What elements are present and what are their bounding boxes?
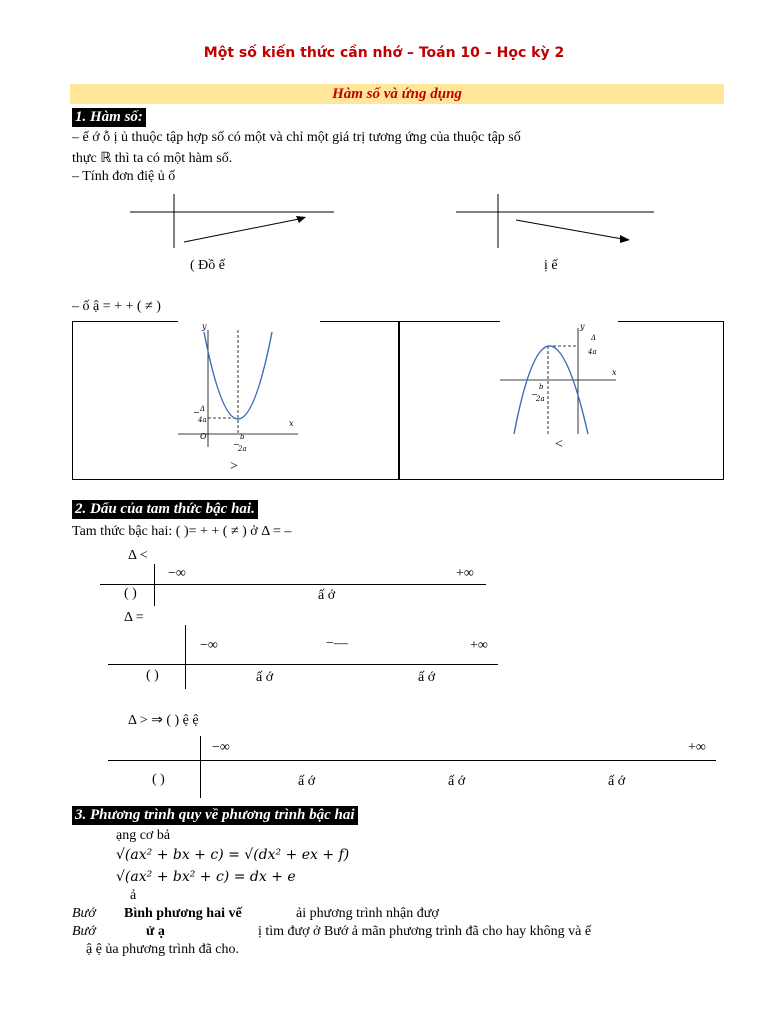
case-1-sign: ấ ớ: [318, 588, 336, 603]
trinomial-intro: Tam thức bậc hai: ( )= + + ( ≠ ) ở Δ = –: [72, 524, 292, 539]
case-3-condition: Δ > ⇒ ( ) ệ ệ: [128, 713, 199, 728]
case-3-sign-2: ấ ớ: [448, 774, 466, 789]
upward-condition: >: [230, 459, 238, 474]
increasing-function-diagram: [128, 192, 338, 252]
case-1-fx: ( ): [124, 586, 137, 601]
step-1-rest: ải phương trình nhận đượ: [296, 906, 439, 921]
case-2-double-root: −—: [326, 636, 348, 651]
step-2-action: ử ạ: [146, 924, 165, 939]
case-3-plus-infinity: +∞: [688, 740, 706, 755]
method-subheading: ả: [130, 888, 137, 903]
case-1-minus-infinity: −∞: [168, 566, 186, 581]
step-2-line-2: ậ ệ ủa phương trình đã cho.: [86, 942, 240, 957]
upward-y-label: y: [202, 322, 207, 331]
section-1-line-1: – ế ớ ỗ ị ủ thuộc tập hợp số có một và chỉ một giá trị tương ứng của thuộc tập số: [72, 130, 521, 145]
downward-y-label: y: [580, 322, 585, 331]
decreasing-function-diagram: [454, 192, 664, 252]
upward-origin-label: O: [200, 432, 207, 441]
section-1-line-2: thực ℝ thì ta có một hàm số.: [72, 151, 233, 166]
downward-x-label: x: [612, 368, 617, 377]
case-3-sign-3: ấ ớ: [608, 774, 626, 789]
case-1-hline: [100, 584, 486, 585]
case-3-fx: ( ): [152, 772, 165, 787]
upward-b-num: b: [240, 433, 245, 441]
case-2-hline: [108, 664, 498, 665]
case-3-sign-1: ấ ớ: [298, 774, 316, 789]
case-1-condition: Δ <: [128, 548, 148, 563]
section-1-heading: 1. Hàm số:: [72, 108, 146, 127]
upward-b-den: 2a: [238, 445, 247, 453]
step-1-action: Bình phương hai vế: [124, 906, 242, 921]
basic-forms-subheading: ạng cơ bả: [116, 828, 171, 843]
section-1-line-3: – Tính đơn điệ ủ ố: [72, 169, 176, 184]
upward-delta-minus: −: [193, 408, 200, 417]
case-2-minus-infinity: −∞: [200, 638, 218, 653]
case-2-vline: [185, 625, 186, 689]
case-2-plus-infinity: +∞: [470, 638, 488, 653]
case-2-condition: Δ =: [124, 610, 144, 625]
equation-1: √(ax² + bx + c) = √(dx² + ex + f): [116, 847, 350, 863]
upward-delta-den: 4a: [198, 416, 207, 424]
case-2-sign-left: ấ ớ: [256, 670, 274, 685]
caption-decreasing: ị ế: [544, 258, 558, 273]
section-2-heading: 2. Dấu của tam thức bậc hai.: [72, 500, 258, 519]
case-2-sign-right: ấ ớ: [418, 670, 436, 685]
downward-condition: <: [555, 437, 563, 452]
equation-2: √(ax² + bx² + c) = dx + e: [116, 869, 296, 885]
downward-delta-num: Δ: [591, 334, 597, 342]
downward-b-num: b: [539, 383, 544, 391]
caption-increasing: ( Đồ ế: [190, 258, 225, 273]
step-2-label: Bướ: [72, 924, 96, 939]
downward-delta-den: 4a: [588, 348, 597, 356]
case-1-plus-infinity: +∞: [456, 566, 474, 581]
page-title: Một số kiến thức cần nhớ – Toán 10 – Học kỳ 2: [203, 45, 565, 61]
upward-x-label: x: [289, 419, 294, 428]
upward-delta-num: Δ: [200, 405, 206, 413]
step-2-rest: ị tìm đượ ở Bướ ả mãn phương trình đã cho hay không và ế: [258, 924, 592, 939]
downward-b-minus: −: [531, 390, 538, 399]
step-1-label: Bướ: [72, 906, 96, 921]
parabola-upward: [178, 322, 318, 462]
case-3-vline: [200, 736, 201, 798]
downward-b-den: 2a: [536, 395, 545, 403]
quadratic-function-label: – ố ậ = + + ( ≠ ): [72, 299, 161, 314]
upward-b-minus: −: [233, 440, 240, 449]
case-1-vline: [154, 564, 155, 606]
case-3-minus-infinity: −∞: [212, 740, 230, 755]
parabola-downward: [500, 322, 620, 442]
case-2-fx: ( ): [146, 668, 159, 683]
section-3-heading: 3. Phương trình quy về phương trình bậc hai: [72, 806, 358, 825]
topic-band: Hàm số và ứng dụng: [70, 84, 724, 104]
